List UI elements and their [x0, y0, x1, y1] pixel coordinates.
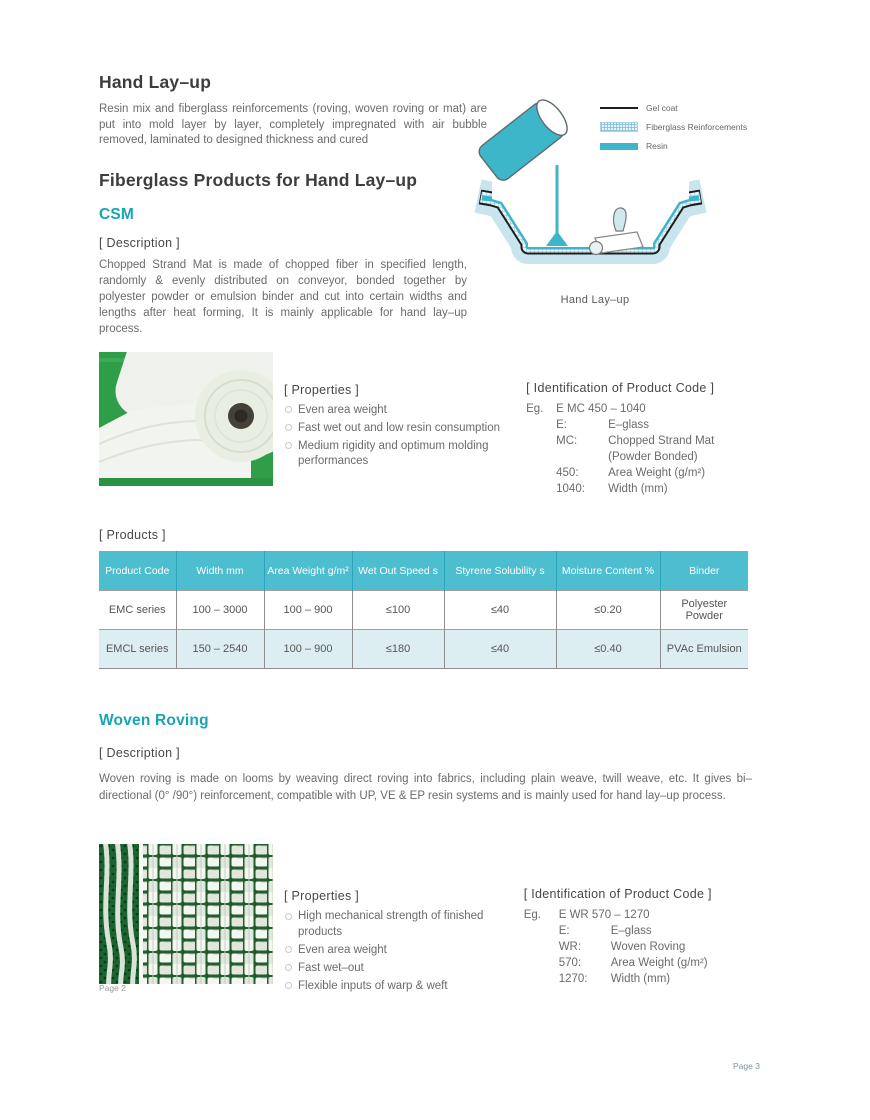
ident-value: Area Weight (g/m²)	[608, 466, 706, 479]
cell: 100 – 3000	[176, 591, 264, 630]
list-item	[284, 403, 525, 419]
ident-key: MC:	[556, 434, 578, 447]
wr-properties-label: [ Properties ]	[284, 889, 360, 904]
csm-title: CSM	[99, 205, 135, 223]
list-item	[284, 943, 521, 959]
identification-row	[526, 465, 748, 481]
ident-value: Area Weight (g/m²)	[610, 957, 708, 970]
csm-product-image	[99, 352, 273, 486]
list-item	[284, 909, 521, 940]
csm-products-label: [ Products ]	[99, 527, 166, 542]
table-header-row	[99, 551, 748, 591]
cell: 150 – 2540	[176, 630, 264, 669]
list-item	[284, 439, 525, 470]
property-text: Even area weight	[298, 403, 387, 416]
wr-description: Woven roving is made on looms by weaving direct roving into fabrics, including plain weave, twill weave, etc. It gives bi–directional (0° /90°) reinforcement, compatible with UP, VE & EP resin systems and is mainly used for hand lay–up process.	[99, 773, 752, 802]
cell: ≤0.40	[556, 630, 660, 669]
property-text: Flexible inputs of warp & weft	[298, 979, 448, 992]
csm-properties-label: [ Properties ]	[284, 382, 360, 397]
bullet-ring-icon	[285, 946, 292, 953]
product-code-example: E WR 570 – 1270	[558, 909, 650, 922]
wr-identification-block	[524, 887, 748, 987]
identification-row	[524, 939, 748, 955]
ident-key: E:	[558, 925, 570, 938]
property-text: Even area weight	[298, 943, 387, 956]
wr-identification	[524, 907, 748, 987]
csm-properties-list	[284, 403, 525, 470]
property-text: Medium rigidity and optimum molding performances	[298, 439, 489, 468]
identification-row	[524, 923, 748, 939]
identification-row	[524, 955, 748, 971]
csm-properties-block	[284, 383, 525, 473]
ident-key: 1270:	[558, 973, 588, 986]
ident-value: E–glass	[608, 418, 650, 431]
csm-identification-block	[526, 381, 748, 497]
csm-products-table	[99, 551, 748, 670]
page-number-right: Page 3	[733, 1061, 760, 1071]
legend-label: Resin	[646, 141, 668, 151]
identification-row	[524, 971, 748, 987]
ident-key: 450:	[556, 466, 579, 479]
eg-label: Eg.	[523, 909, 541, 922]
list-item	[284, 421, 525, 437]
ident-value: Width (mm)	[608, 482, 668, 495]
ident-value: Width (mm)	[610, 973, 671, 986]
legend-label: Fiberglass Reinforcements	[646, 122, 748, 132]
ident-key: 1040:	[556, 482, 585, 495]
ident-key: WR:	[558, 941, 582, 954]
ident-value: Chopped Strand Mat	[608, 434, 715, 447]
wr-properties-block	[284, 889, 521, 997]
col-header-width: Width mm	[176, 551, 264, 591]
diagram-caption: Hand Lay–up	[560, 294, 630, 306]
table-row	[99, 591, 748, 630]
list-item	[284, 979, 521, 995]
property-text: High mechanical strength of finished products	[298, 910, 484, 938]
wr-detail-row	[99, 844, 748, 997]
woven-roving-title: Woven Roving	[99, 712, 209, 730]
csm-identification	[526, 401, 748, 497]
page-number-left: Page 2	[99, 983, 126, 993]
csm-description-label: [ Description ]	[99, 235, 180, 250]
col-header-binder: Binder	[660, 551, 748, 591]
hand-layup-intro: Resin mix and fiberglass reinforcements (roving, woven roving or mat) are put into mold layer by layer, completely impregnated with air bubble removed, laminated to designed thickness and cured	[99, 103, 487, 147]
ident-value: Woven Roving	[610, 941, 686, 954]
list-item	[284, 961, 521, 977]
col-header-product-code: Product Code	[99, 551, 176, 591]
ident-value: (Powder Bonded)	[608, 450, 698, 463]
wr-identification-label: [ Identification of Product Code ]	[523, 887, 712, 902]
table-row	[99, 630, 748, 669]
ident-key: E:	[556, 418, 568, 431]
cell: Polyester Powder	[660, 591, 748, 630]
property-text: Fast wet–out	[298, 961, 364, 974]
bullet-ring-icon	[285, 442, 292, 449]
col-header-styrene-solubility: Styrene Solubility s	[444, 551, 556, 591]
bullet-ring-icon	[285, 982, 292, 989]
cell: ≤40	[444, 591, 556, 630]
cell: 100 – 900	[264, 591, 352, 630]
wr-properties-list	[284, 909, 521, 994]
bullet-ring-icon	[285, 406, 292, 413]
page-title: Hand Lay–up	[99, 72, 212, 92]
cell: ≤40	[444, 630, 556, 669]
ident-value: E–glass	[610, 925, 652, 938]
wr-description-label: [ Description ]	[99, 746, 180, 761]
cell: 100 – 900	[264, 630, 352, 669]
identification-example	[524, 907, 748, 923]
cell: PVAc Emulsion	[660, 630, 748, 669]
woven-roving-product-image	[99, 844, 273, 984]
ident-key	[556, 449, 608, 465]
cell: ≤180	[352, 630, 444, 669]
bullet-ring-icon	[285, 424, 292, 431]
cell: ≤0.20	[556, 591, 660, 630]
cell: EMC series	[99, 591, 176, 630]
bullet-ring-icon	[285, 913, 292, 920]
csm-detail-row	[99, 352, 748, 497]
col-header-wet-out-speed: Wet Out Speed s	[352, 551, 444, 591]
col-header-area-weight: Area Weight g/m²	[264, 551, 352, 591]
section-title-fiberglass-products: Fiberglass Products for Hand Lay–up	[99, 169, 418, 190]
identification-row	[526, 449, 748, 465]
ident-key: 570:	[558, 957, 582, 970]
property-text: Fast wet out and low resin consumption	[298, 421, 500, 434]
csm-description: Chopped Strand Mat is made of chopped fiber in specified length, randomly & evenly distributed on conveyor, bonded together by polyester powder or emulsion binder and cut into certain widths and lengths after heat forming, It is mainly applicable for hand lay–up process.	[99, 258, 467, 335]
cell: EMCL series	[99, 630, 176, 669]
identification-example	[526, 401, 748, 417]
eg-label: Eg.	[526, 402, 544, 415]
product-code-example: E MC 450 – 1040	[556, 402, 646, 415]
identification-row	[526, 433, 748, 449]
identification-row	[526, 417, 748, 433]
col-header-moisture-content: Moisture Content %	[556, 551, 660, 591]
csm-identification-label: [ Identification of Product Code ]	[526, 380, 715, 395]
legend-label: Gel coat	[646, 103, 678, 113]
identification-row	[526, 481, 748, 497]
cell: ≤100	[352, 591, 444, 630]
bullet-ring-icon	[285, 964, 292, 971]
